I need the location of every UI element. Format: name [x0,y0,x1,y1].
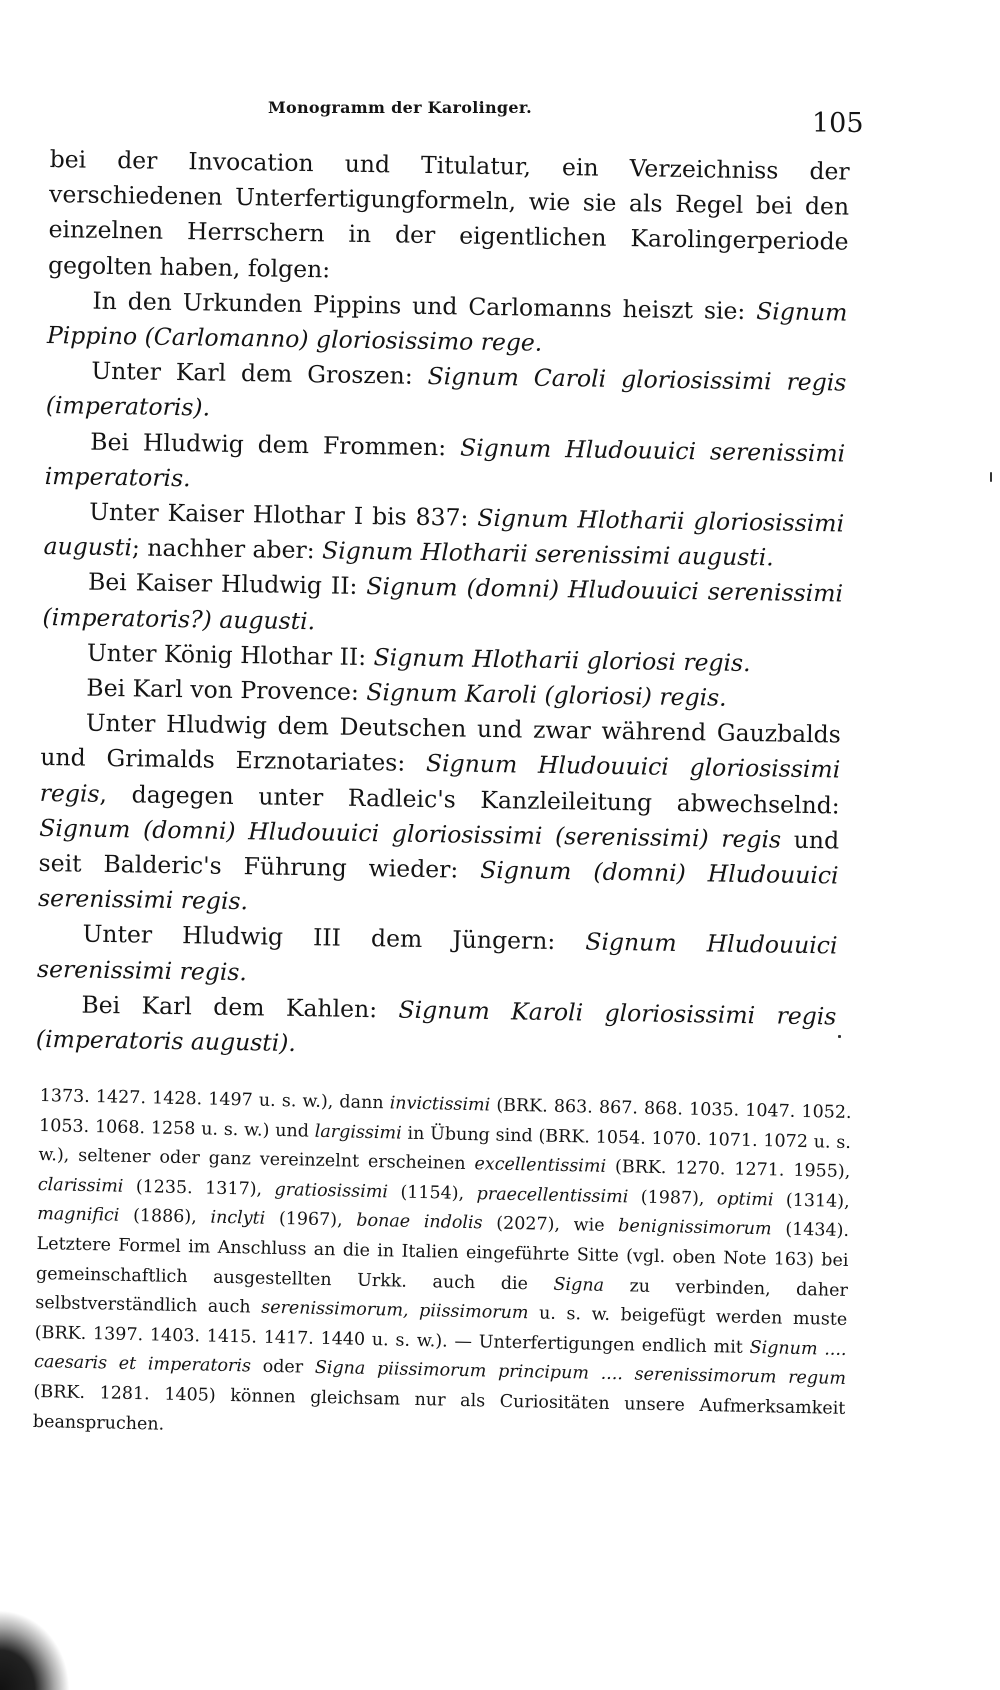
signum-formula: Signum Hlotharii gloriosi regis. [373,642,751,677]
footnote-segment: (2027), wie [482,1213,619,1237]
footnote-term: magnifici [37,1204,120,1227]
paragraph-text: Bei Karl dem Kahlen: [81,990,399,1024]
footnote-segment: 1373. 1427. 1428. 1497 u. s. w.), dann [39,1085,390,1114]
page-number: 105 [812,108,864,139]
signum-formula: Signum Hludouuici serenissimi regis. [36,927,838,986]
paragraph-text: , dagegen unter Radleic's Kanzleileitung abwechselnd: [99,779,840,820]
signum-formula: Signum (domni) Hludouuici serenissimi regis. [37,855,839,916]
footnote-term: invictissimi [389,1093,491,1116]
footnote-segment: oder [250,1356,316,1379]
paragraph-hludwig-2 [42,564,843,647]
signum-formula: Signum Hludouuici gloriosissimi regis [39,749,841,808]
paragraph-karl-kahle [36,987,837,1070]
signum-formula: Signum Caroli gloriosissimi regis (imperatoris). [45,362,847,422]
paragraph-hludwig-fromme [44,424,845,507]
footnote-segment: (BRK. 1270. 1271. 1955), [605,1157,851,1183]
footnote-term: serenissimorum, piissimorum [261,1297,529,1324]
signum-formula: Signum Pippino (Carlomanno) gloriosissimo rege. [46,296,848,357]
footnote-segment: (BRK. 863. 867. 868. 1035. 1047. 1052. 1053. 1068. 1258 u. s. w.) und [38,1095,852,1142]
paragraph-intro [48,142,850,295]
footnote-text [33,1082,852,1454]
paragraph-text: Unter Hludwig III dem Jüngern: [82,920,586,956]
scan-corner-shadow [0,1610,70,1690]
footnote-segment: (1434). Letztere Formel im Anschluss an die in Italien eingeführte Sitte (vgl. oben Note 163) bei gemeinschaftlich ausgestellten Urkk. auch die [35,1219,850,1295]
paragraph-text: und seit Balderic's Führung wieder: [38,825,840,884]
signum-formula: Signum (domni) Hludouuici gloriosissimi (serenissimi) regis [39,813,782,854]
footnote-term: benignissimorum [618,1216,772,1240]
footnote-term: inclyti [210,1207,266,1230]
footnote-term: gratiosissimi [274,1179,389,1203]
main-text [36,142,850,1070]
paragraph-hludwig-deutsche [38,705,841,929]
footnote-segment: (1154), [387,1182,477,1204]
paragraph-text: In den Urkunden Pippins und Carlomanns heiszt sie: [92,286,757,325]
footnote-segment: in Übung sind (BRK. 1054. 1070. 1071. 1072 u. s. w.), seltener oder ganz vereinzelnt erscheinen [38,1123,852,1175]
footnote-term: praecellentissimi [476,1183,629,1208]
scan-speck [990,472,992,482]
paragraph-pippin [47,283,848,366]
paragraph-hludwig-3 [37,916,838,999]
footnote-segment: zu verbinden, daher selbstverständlich auch [35,1275,849,1318]
signum-formula: Signum Hlotharii serenissimi augusti. [321,536,774,572]
paragraph-text: Unter Kaiser Hlothar I bis 837: [88,497,478,532]
paragraph-text: ; nachher aber: [131,533,323,565]
scan-speck [838,1035,841,1038]
footnote-segment: (1967), [265,1209,357,1232]
paragraph-text: Bei Hludwig dem Frommen: [90,427,461,462]
paragraph-text: Bei Karl von Provence: [86,673,367,707]
paragraph-text: Unter König Hlothar II: [86,638,374,671]
signum-formula: Signum Hludouuici serenissimi imperatoris. [44,433,846,493]
footnote-term: bonae indolis [356,1211,483,1234]
paragraph-text: Unter Karl dem Groszen: [91,356,428,391]
paragraph-text: Bei Kaiser Hludwig II: [87,568,367,601]
paragraph-karl-grosze [46,353,847,436]
footnote-term: Signa [553,1274,605,1296]
signum-formula: Signum (domni) Hludouuici serenissimi (imperatoris?) augusti. [42,572,844,635]
footnote-term: Signa piissimorum principum .... serenissimorum regum [314,1358,847,1390]
paragraph-text: Unter Hludwig dem Deutschen und zwar während Gauzbalds und Grimalds Erznotariates: [40,708,842,778]
signum-formula: Signum Hlotharii gloriosissimi augusti [43,503,845,562]
footnote-term: excellentissimi [474,1154,607,1178]
footnote-segment: (1987), [628,1187,718,1209]
footnote-term: clarissimi [37,1174,124,1197]
paragraph-text: bei der Invocation und Titulatur, ein Verzeichniss der verschiedenen Unterfertigungformeln, wie sie als Regel bei den einzelnen Herrschern in der eigentlichen Karolingerperiode gegolten haben, folgen: [47,144,850,284]
footnote-block [33,1082,852,1454]
footnote-term: largissimi [314,1121,402,1144]
footnote-term: optimi [716,1188,774,1211]
footnote-segment: (1314), [773,1190,850,1212]
signum-formula: Signum Karoli (gloriosi) regis. [366,678,727,712]
signum-formula: Signum Karoli gloriosissimi regis (imperatoris augusti). [35,995,837,1058]
footnote-term: Signum .... caesaris et imperatoris [33,1337,847,1377]
footnote-segment: (1235. 1317), [123,1176,275,1200]
footnote-segment: u. s. w. beigefügt werden muste (BRK. 1397. 1403. 1415. 1417. 1440 u. s. w.). — Unterfertigungen endlich mit [34,1303,848,1358]
running-title: Monogramm der Karolinger. [268,98,533,117]
paragraph-hlothar-1 [43,494,844,577]
footnote-segment: (BRK. 1281. 1405) können gleichsam nur als Curiositäten unsere Aufmerksamkeit beanspruchen. [32,1381,846,1435]
footnote-segment: (1886), [119,1206,211,1228]
